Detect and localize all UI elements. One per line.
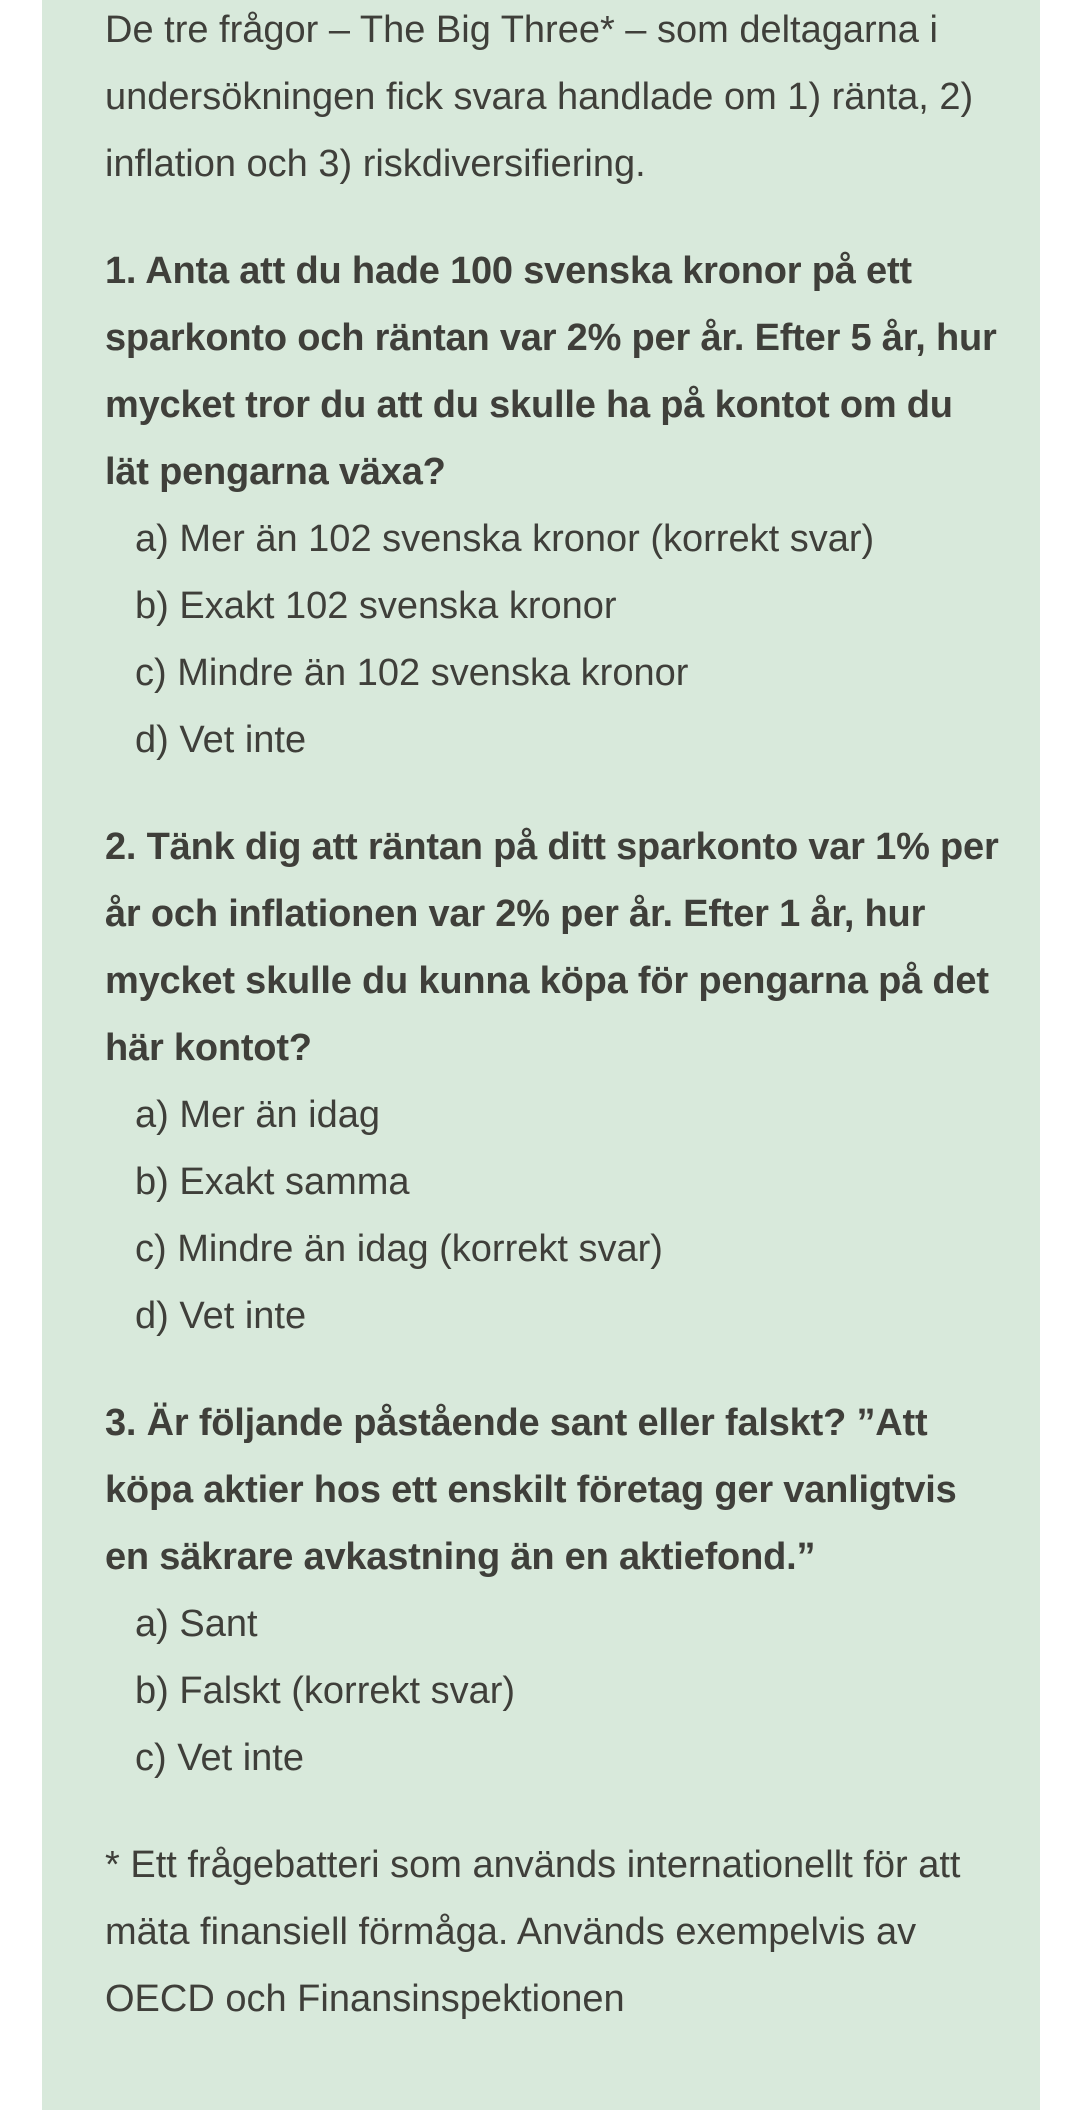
answer-option: a) Sant <box>135 1603 258 1645</box>
answer-options <box>105 1591 1005 1792</box>
answer-option: b) Exakt samma <box>135 1161 410 1203</box>
answer-option: b) Exakt 102 svenska kronor <box>135 585 617 627</box>
answer-option: d) Vet inte <box>135 719 307 761</box>
question-1 <box>105 238 1005 774</box>
answer-option: a) Mer än idag <box>135 1094 381 1136</box>
answer-options <box>105 1082 1005 1350</box>
question-text: 1. Anta att du hade 100 svenska kronor på ett sparkonto och räntan var 2% per år. Efter 5 år, hur mycket tror du att du skulle ha på kontot om du lät pengarna växa? <box>105 250 997 493</box>
article-content <box>105 0 1005 2033</box>
answer-option: a) Mer än 102 svenska kronor (korrekt svar) <box>135 518 875 560</box>
answer-option: c) Vet inte <box>135 1737 304 1779</box>
answer-options <box>105 506 1005 774</box>
footnote: * Ett frågebatteri som används internationellt för att mäta finansiell förmåga. Används exempelvis av OECD och Finansinspektionen <box>105 1844 961 2020</box>
answer-option: b) Falskt (korrekt svar) <box>135 1670 516 1712</box>
question-text: 2. Tänk dig att räntan på ditt sparkonto var 1% per år och inflationen var 2% per år. Efter 1 år, hur mycket skulle du kunna köpa för pengarna på det här kontot? <box>105 826 999 1069</box>
quiz-card <box>42 0 1040 2110</box>
question-2 <box>105 814 1005 1350</box>
question-text: 3. Är följande påstående sant eller falskt? ”Att köpa aktier hos ett enskilt företag ger vanligtvis en säkrare avkastning än en aktiefond.” <box>105 1402 957 1578</box>
intro-paragraph: De tre frågor – The Big Three* – som deltagarna i undersökningen fick svara handlade om 1) ränta, 2) inflation och 3) riskdiversifiering. <box>105 9 974 185</box>
answer-option: d) Vet inte <box>135 1295 307 1337</box>
question-3 <box>105 1390 1005 1792</box>
answer-option: c) Mindre än idag (korrekt svar) <box>135 1228 663 1270</box>
answer-option: c) Mindre än 102 svenska kronor <box>135 652 689 694</box>
